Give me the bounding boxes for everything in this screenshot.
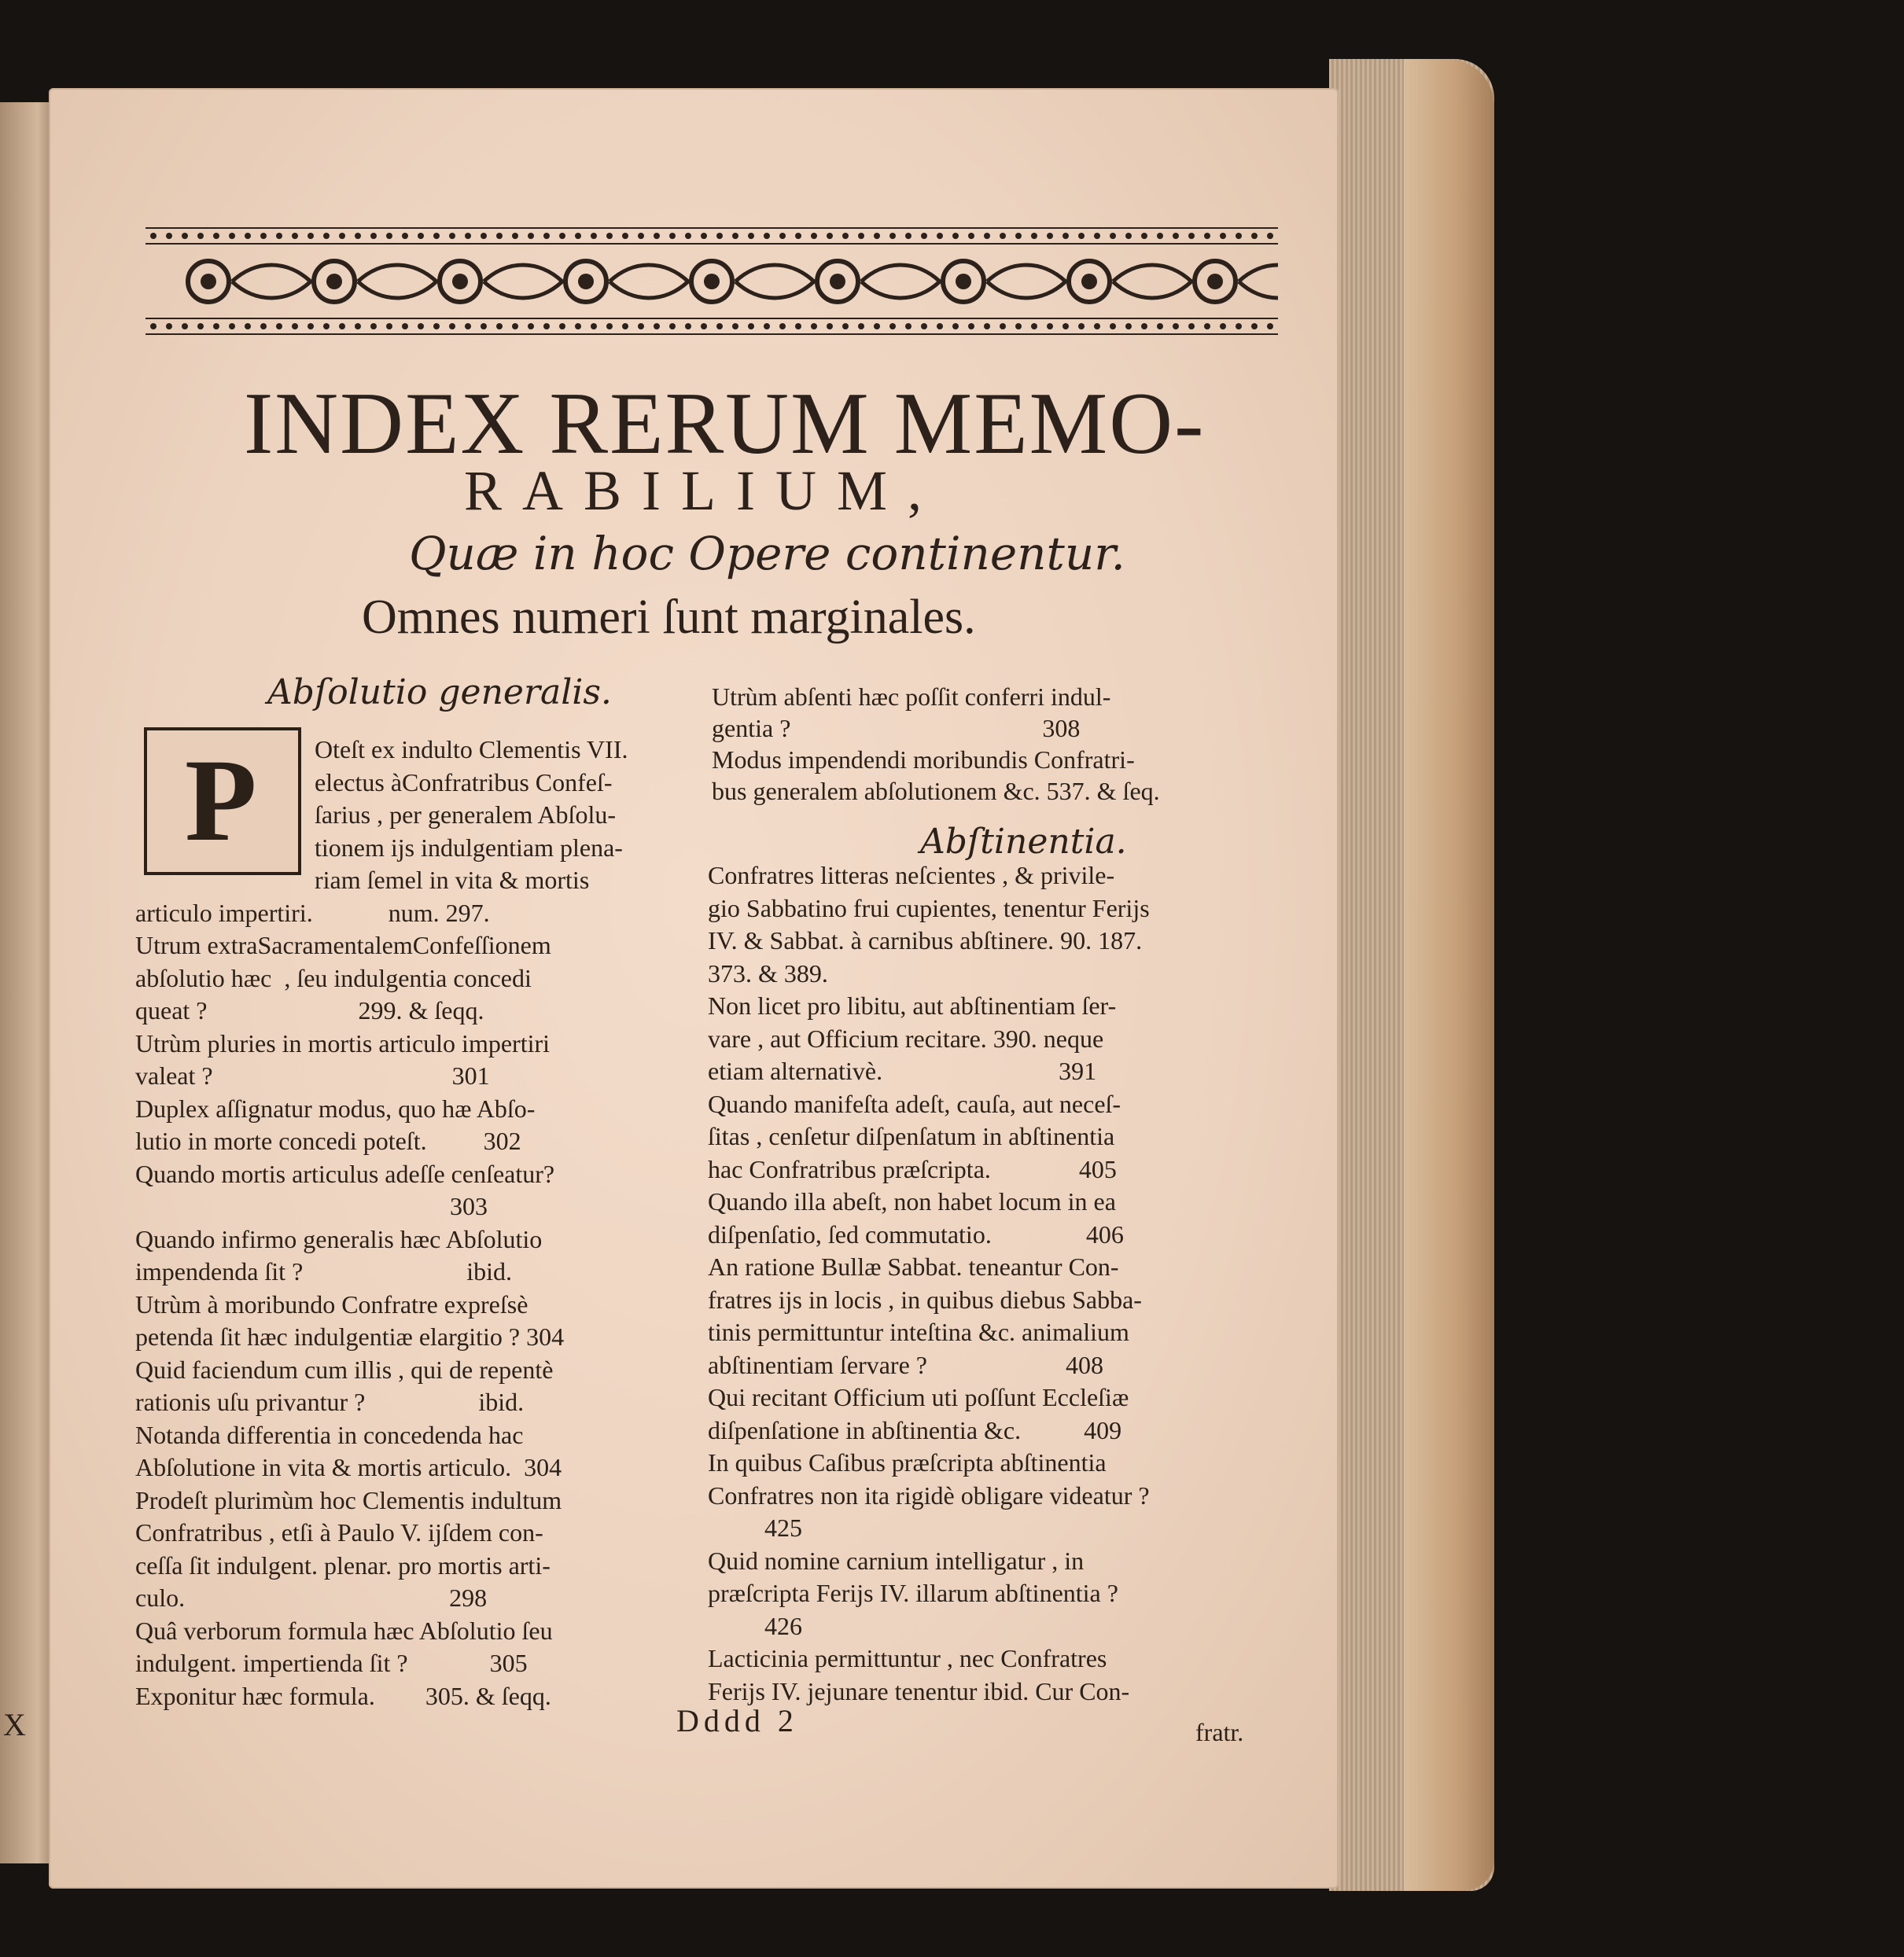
index-line: præſcripta Ferijs IV. illarum abſtinentia ? — [708, 1579, 1118, 1607]
index-line: rationis uſu privantur ? ibid. — [135, 1388, 525, 1416]
index-line: riam ſemel in vita & mortis — [315, 866, 590, 894]
index-line: Abſolutione in vita & mortis articulo. 304 — [135, 1453, 562, 1481]
index-line: vare , aut Officium recitare. 390. neque — [708, 1024, 1104, 1053]
index-title-line2: RABILIUM, — [464, 459, 942, 522]
index-line: hac Confratribus præſcripta. 405 — [708, 1154, 1117, 1183]
index-line: abſolutio hæc , ſeu indulgentia concedi — [135, 963, 532, 992]
index-line: ſitas , cenſetur diſpenſatum in abſtinentia — [708, 1122, 1115, 1150]
index-line: impendenda ſit ? ibid. — [135, 1257, 513, 1286]
index-line: abſtinentiam ſervare ? 408 — [708, 1350, 1103, 1379]
index-line: petenda ſit hæc indulgentiæ elargitio ? 304 — [135, 1322, 565, 1351]
index-line: Ferijs IV. jejunare tenentur ibid. Cur Con- — [708, 1676, 1130, 1705]
index-line: valeat ? 301 — [135, 1061, 490, 1090]
index-line: Quando illa abeſt, non habet locum in ea — [708, 1187, 1116, 1216]
index-line: gio Sabbatino frui cupientes, tenentur Ferijs — [708, 893, 1150, 922]
index-line: Exponitur hæc formula. 305. & ſeqq. — [135, 1681, 551, 1710]
index-line: fratres ijs in locis , in quibus diebus Sabba- — [708, 1285, 1142, 1314]
index-line: articulo impertiri. num. 297. — [135, 898, 490, 927]
index-line: Utrùm à moribundo Confratre expreſsè — [135, 1289, 528, 1319]
index-line: Quid faciendum cum illis , qui de repentè — [135, 1355, 554, 1384]
index-line: Utrùm pluries in mortis articulo impertiri — [135, 1028, 551, 1058]
index-line: An ratione Bullæ Sabbat. teneantur Con- — [708, 1253, 1119, 1281]
index-line: indulgent. impertienda ſit ? 305 — [135, 1649, 528, 1677]
index-line: Confratres non ita rigidè obligare videatur ? — [708, 1481, 1150, 1510]
index-line: Notanda differentia in concedenda hac — [135, 1420, 524, 1449]
catchword: fratr. — [1195, 1718, 1244, 1746]
index-line: In quibus Caſibus præſcripta abſtinentia — [708, 1448, 1107, 1477]
index-line: Oteſt ex indulto Clementis VII. — [315, 735, 628, 763]
index-line: Quid nomine carnium intelligatur , in — [708, 1546, 1085, 1575]
index-line: Lacticinia permittuntur , nec Confratres — [708, 1644, 1107, 1672]
index-note: Omnes numeri ſunt marginales. — [362, 590, 976, 644]
index-line: lutio in morte concedi poteſt. 302 — [135, 1127, 521, 1155]
index-line: diſpenſatio, ſed commutatio. 406 — [708, 1219, 1124, 1249]
index-line: Modus impendendi moribundis Confratri- — [712, 745, 1135, 774]
ornamental-header-band — [145, 212, 1278, 350]
index-line: culo. 298 — [135, 1584, 488, 1612]
index-line: ceſſa ſit indulgent. plenar. pro mortis arti- — [135, 1551, 551, 1580]
index-title-line1: INDEX RERUM MEMO- — [244, 375, 1206, 473]
index-line: bus generalem abſolutionem &c. 537. & ſeq. — [712, 777, 1160, 805]
index-line: Quando mortis articulus adeſſe cenſeatur? — [135, 1159, 555, 1188]
index-line: tionem ijs indulgentiam plena- — [315, 833, 623, 862]
index-line: Utrùm abſenti hæc poſſit conferri indul- — [712, 682, 1111, 711]
index-line: 303 — [135, 1192, 488, 1220]
left-page-glyph: X — [3, 1707, 26, 1742]
left-column-heading: Abſolutio generalis. — [267, 672, 612, 712]
index-line: 373. & 389. — [708, 958, 828, 988]
index-subtitle: Quæ in hoc Opere continentur. — [409, 527, 1125, 580]
index-line: queat ? 299. & ſeqq. — [135, 996, 484, 1024]
index-line: Quando manifeſta adeſt, cauſa, aut neceſ- — [708, 1089, 1121, 1118]
index-line: Prodeſt plurimùm hoc Clementis indultum — [135, 1485, 562, 1514]
index-line: Duplex aſſignatur modus, quo hæ Abſo- — [135, 1094, 536, 1123]
index-line: Non licet pro libitu, aut abſtinentiam ſer- — [708, 991, 1117, 1020]
index-line: ſarius , per generalem Abſolu- — [315, 800, 616, 829]
index-line: Quando infirmo generalis hæc Abſolutio — [135, 1224, 543, 1253]
index-line: gentia ? 308 — [712, 714, 1081, 742]
index-line: diſpenſatione in abſtinentia &c. 409 — [708, 1415, 1122, 1444]
index-line: tinis permittuntur inteſtina &c. animalium — [708, 1318, 1129, 1346]
index-line: IV. & Sabbat. à carnibus abſtinere. 90. 187. — [708, 926, 1143, 955]
index-line: electus àConfratribus Confeſ- — [315, 767, 613, 796]
index-line: 425 — [708, 1514, 802, 1542]
decorated-initial — [144, 727, 301, 875]
dropcap-letter: P — [185, 735, 257, 866]
index-line: Utrum extraSacramentalemConfeſſionem — [135, 931, 551, 959]
index-line: Confratribus , etſi à Paulo V. ijſdem con- — [135, 1518, 543, 1547]
signature-mark: Dddd 2 — [676, 1703, 798, 1738]
book-cover — [1404, 59, 1494, 1891]
index-line: etiam alternativè. 391 — [708, 1057, 1097, 1085]
right-column-heading: Abſtinentia. — [920, 822, 1127, 862]
index-line: Confratres litteras neſcientes , & privile- — [708, 861, 1115, 889]
index-line: Quâ verborum formula hæc Abſolutio ſeu — [135, 1616, 553, 1645]
index-line: 426 — [708, 1611, 802, 1640]
index-line: Qui recitant Officium uti poſſunt Eccleſiæ — [708, 1383, 1129, 1411]
